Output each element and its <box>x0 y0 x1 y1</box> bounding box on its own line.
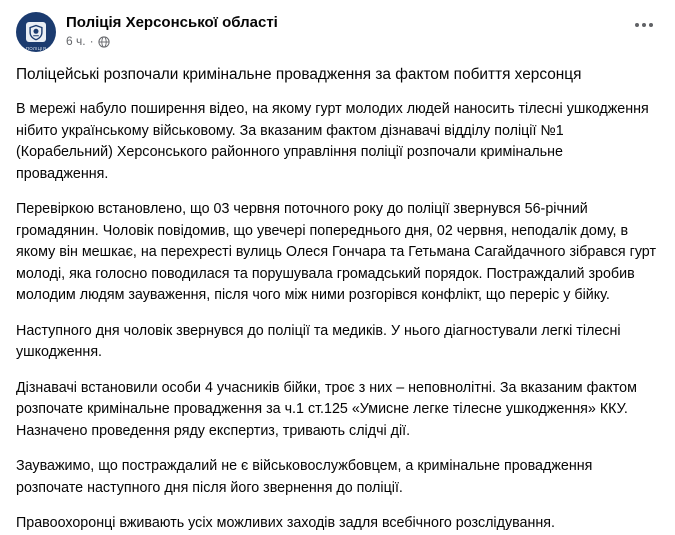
post-header <box>16 12 659 58</box>
avatar-label: ПОЛІЦІЯ <box>25 45 47 51</box>
ellipsis-icon <box>635 23 653 27</box>
post-paragraph: Зауважимо, що постраждалий не є військовослужбовцем, а кримінальне провадження розпочате наступного дня після його звернення до поліції. <box>16 458 593 496</box>
post-paragraph: Наступного дня чоловік звернувся до поліції та медиків. У нього діагностували легкі тілесні ушкодження. <box>16 322 621 360</box>
post-lead-paragraph: Поліцейські розпочали кримінальне провадження за фактом побиття херсонця <box>16 66 582 83</box>
post-timestamp[interactable]: 6 ч. <box>66 34 86 48</box>
post-meta <box>66 34 659 49</box>
post-body <box>16 58 659 535</box>
post-options-button[interactable] <box>629 14 659 36</box>
post-paragraph: Перевіркою встановлено, що 03 червня поточного року до поліції звернувся 56-річний громадянин. Чоловік повідомив, що увечері попереднього дня, 02 червня, неподалік дому, в якому він мешкає, на перехресті вулиць Олеся Гончара та Гетьмана Сагайдачного зібрався гурт молоді, яка голосно поводилася та порушувала громадський порядок. Постраждалий зробив молодим людям зауваження, після чого між ними розгорівся конфлікт, що переріс у бійку. <box>16 201 656 303</box>
post-paragraph: Дізнавачі встановили особи 4 учасників бійки, троє з них – неповнолітні. За вказаним фактом розпочате кримінальне провадження за ч.1 ст.125 «Умисне легке тілесне ушкодження» ККУ. Назначено проведення ряду експертиз, тривають слідчі дії. <box>16 379 637 439</box>
post-paragraph: В мережі набуло поширення відео, на якому гурт молодих людей наносить тілесні ушкодження нібито українському військовому. За вказаним фактом дізнавачі відділу поліції №1 (Корабельний) Херсонського районного управління поліції розпочали кримінальне провадження. <box>16 101 649 182</box>
post-header-text <box>66 12 659 49</box>
police-shield-icon <box>26 22 46 42</box>
meta-separator: · <box>89 34 94 48</box>
globe-icon[interactable] <box>98 36 110 48</box>
post-paragraph: Правоохоронці вживають усіх можливих заходів задля всебічного розслідування. <box>16 515 555 531</box>
page-name[interactable]: Поліція Херсонської області <box>66 14 278 31</box>
avatar[interactable] <box>16 12 56 52</box>
